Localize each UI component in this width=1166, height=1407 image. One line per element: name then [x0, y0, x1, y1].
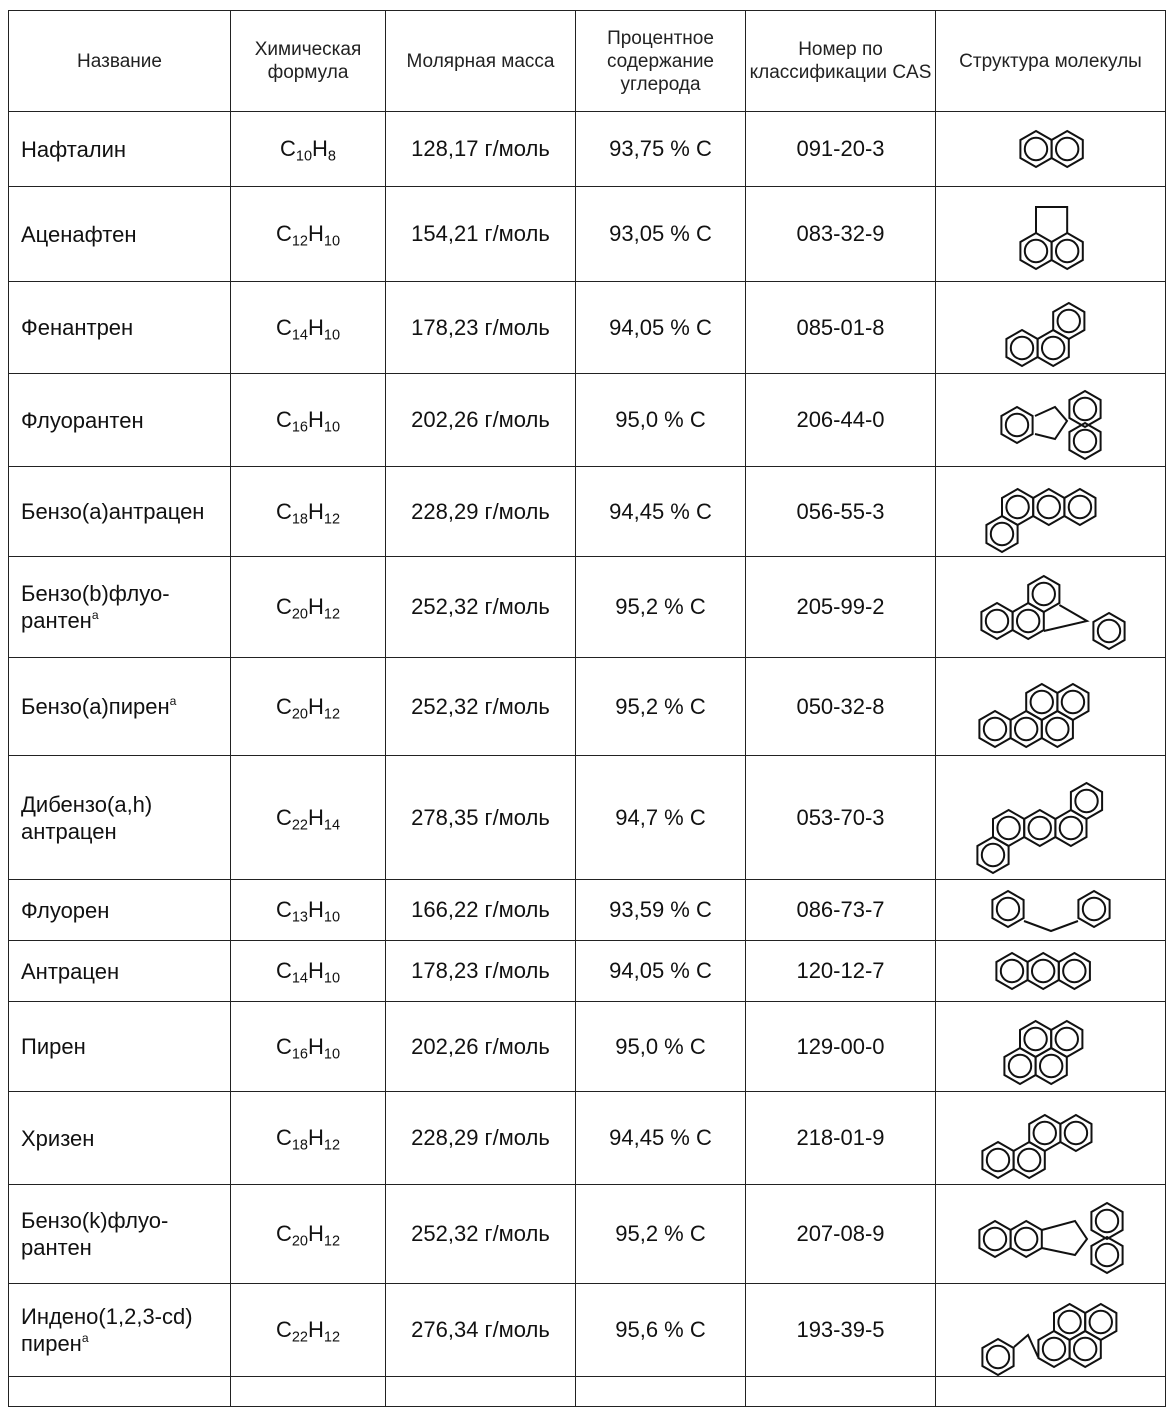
structure-diagram	[936, 282, 1165, 373]
compound-name-cell	[9, 1284, 231, 1377]
compound-name-cell	[9, 1092, 231, 1185]
dibenz-ah-anthracene-structure-icon	[971, 759, 1131, 877]
carbon-content: 95,6 % C	[576, 1284, 746, 1377]
table-row	[9, 187, 1166, 282]
molar-mass: 128,17 г/моль	[386, 112, 576, 187]
empty-cell	[746, 1377, 936, 1407]
compound-name-cell	[9, 941, 231, 1002]
carbon-content: 94,05 % C	[576, 282, 746, 374]
structure-cell	[936, 880, 1166, 941]
chemical-formula: $C_{16}H_{10}$	[231, 1002, 386, 1092]
footnote-marker: a	[169, 693, 177, 708]
chemical-formula: $C_{20}H_{12}$	[231, 557, 386, 658]
table-row	[9, 1092, 1166, 1185]
carbon-content: 94,7 % C	[576, 756, 746, 880]
table-row	[9, 880, 1166, 941]
structure-diagram	[936, 467, 1165, 556]
molar-mass: 278,35 г/моль	[386, 756, 576, 880]
carbon-content: 95,0 % C	[576, 374, 746, 467]
benzo-b-fluoranthene-structure-icon	[971, 561, 1131, 653]
molar-mass: 178,23 г/моль	[386, 282, 576, 374]
acenaphthene-structure-icon	[1006, 193, 1096, 275]
empty-cell	[936, 1377, 1166, 1407]
fluorene-structure-icon	[982, 881, 1120, 939]
footnote-marker: a	[81, 1330, 89, 1345]
molar-mass: 252,32 г/моль	[386, 1185, 576, 1284]
structure-diagram	[936, 1185, 1165, 1283]
header-cas-number: Номер по классификации CAS	[746, 11, 936, 112]
anthracene-structure-icon	[988, 943, 1114, 999]
benz-a-anthracene-structure-icon	[978, 470, 1124, 554]
structure-cell	[936, 557, 1166, 658]
carbon-content: 93,05 % C	[576, 187, 746, 282]
structure-diagram	[936, 658, 1165, 755]
compound-name-cell	[9, 374, 231, 467]
structure-cell	[936, 1002, 1166, 1092]
chemical-formula: $C_{16}H_{10}$	[231, 374, 386, 467]
table-row	[9, 658, 1166, 756]
compound-name: Дибензо(a,h) антрацен	[21, 791, 153, 844]
chemical-formula: $C_{12}H_{10}$	[231, 187, 386, 282]
molar-mass: 252,32 г/моль	[386, 658, 576, 756]
structure-cell	[936, 282, 1166, 374]
benzo-a-pyrene-structure-icon	[971, 663, 1131, 751]
chemical-formula: $C_{18}H_{12}$	[231, 1092, 386, 1185]
table-row	[9, 1284, 1166, 1377]
benzo-k-fluoranthene-structure-icon	[971, 1189, 1131, 1279]
cas-number: 053-70-3	[746, 756, 936, 880]
table-row	[9, 282, 1166, 374]
structure-cell	[936, 1185, 1166, 1284]
structure-diagram	[936, 557, 1165, 657]
carbon-content: 95,2 % C	[576, 557, 746, 658]
compound-name: Бензо(а)антрацен	[21, 499, 205, 524]
compound-name-cell	[9, 282, 231, 374]
header-formula: Химическая формула	[231, 11, 386, 112]
chemical-formula: $C_{22}H_{12}$	[231, 1284, 386, 1377]
table-row	[9, 941, 1166, 1002]
structure-cell	[936, 187, 1166, 282]
table-row	[9, 374, 1166, 467]
molar-mass: 228,29 г/моль	[386, 1092, 576, 1185]
table-row	[9, 112, 1166, 187]
compound-name: Фенантрен	[21, 315, 134, 340]
structure-diagram	[936, 374, 1165, 466]
header-structure: Структура молекулы	[936, 11, 1166, 112]
compound-name: Хризен	[21, 1125, 95, 1151]
cas-number: 050-32-8	[746, 658, 936, 756]
structure-diagram	[936, 1092, 1165, 1184]
structure-cell	[936, 1092, 1166, 1185]
structure-cell	[936, 658, 1166, 756]
table-header-row	[9, 11, 1166, 112]
compound-name-cell	[9, 1002, 231, 1092]
phenanthrene-structure-icon	[996, 286, 1106, 370]
molar-mass: 154,21 г/моль	[386, 187, 576, 282]
compound-name-cell	[9, 658, 231, 756]
header-carbon-content: Процентное содержание углерода	[576, 11, 746, 112]
carbon-content: 95,2 % C	[576, 1185, 746, 1284]
compound-name: Аценафтен	[21, 221, 137, 247]
empty-cell	[231, 1377, 386, 1407]
cas-number: 120-12-7	[746, 941, 936, 1002]
structure-diagram	[936, 187, 1165, 281]
structure-diagram	[936, 112, 1165, 186]
chemical-formula: $C_{22}H_{14}$	[231, 756, 386, 880]
structure-cell	[936, 1284, 1166, 1377]
chrysene-structure-icon	[976, 1096, 1126, 1180]
compound-name-cell	[9, 112, 231, 187]
table-row	[9, 467, 1166, 557]
compound-name-cell	[9, 467, 231, 557]
molar-mass: 166,22 г/моль	[386, 880, 576, 941]
table-row	[9, 557, 1166, 658]
molar-mass: 228,29 г/моль	[386, 467, 576, 557]
compound-name: Флуорен	[21, 897, 110, 923]
compound-name: Бензо(k)флуо-рантен	[21, 1208, 169, 1260]
structure-cell	[936, 374, 1166, 467]
compound-name: Флуорантен	[21, 407, 144, 433]
pah-properties-table	[8, 10, 1166, 1407]
compound-name-cell	[9, 880, 231, 941]
structure-diagram	[936, 1002, 1165, 1091]
table-row-partial	[9, 1377, 1166, 1407]
chemical-formula: $C_{13}H_{10}$	[231, 880, 386, 941]
carbon-content: 93,59 % C	[576, 880, 746, 941]
indeno-pyrene-structure-icon	[976, 1285, 1126, 1375]
cas-number: 193-39-5	[746, 1284, 936, 1377]
empty-cell	[386, 1377, 576, 1407]
cas-number: 205-99-2	[746, 557, 936, 658]
structure-diagram	[936, 1284, 1165, 1376]
molar-mass: 202,26 г/моль	[386, 374, 576, 467]
molar-mass: 178,23 г/моль	[386, 941, 576, 1002]
structure-cell	[936, 756, 1166, 880]
compound-name: Пирен	[21, 1034, 86, 1059]
table-row	[9, 1185, 1166, 1284]
compound-name-cell	[9, 187, 231, 282]
chemical-formula: $C_{20}H_{12}$	[231, 1185, 386, 1284]
carbon-content: 93,75 % C	[576, 112, 746, 187]
empty-cell	[9, 1377, 231, 1407]
compound-name-cell	[9, 756, 231, 880]
compound-name: Антрацен	[21, 958, 120, 984]
cas-number: 218-01-9	[746, 1092, 936, 1185]
carbon-content: 94,05 % C	[576, 941, 746, 1002]
chemical-formula: $C_{10}H_8$	[231, 112, 386, 187]
cas-number: 086-73-7	[746, 880, 936, 941]
molar-mass: 252,32 г/моль	[386, 557, 576, 658]
molar-mass: 276,34 г/моль	[386, 1284, 576, 1377]
compound-name: Нафталин	[21, 136, 127, 162]
compound-name-cell	[9, 557, 231, 658]
structure-cell	[936, 112, 1166, 187]
fluoranthene-structure-icon	[991, 377, 1111, 463]
compound-name-cell	[9, 1185, 231, 1284]
naphthalene-structure-icon	[996, 121, 1106, 177]
table-row	[9, 1002, 1166, 1092]
cas-number: 083-32-9	[746, 187, 936, 282]
header-molar-mass: Молярная масса	[386, 11, 576, 112]
compound-name: Бензо(b)флуо-рантен	[21, 581, 170, 633]
cas-number: 091-20-3	[746, 112, 936, 187]
compound-name: Индено(1,2,3-cd) пирен	[21, 1304, 193, 1356]
pyrene-structure-icon	[996, 1006, 1106, 1088]
footnote-marker: a	[91, 607, 99, 622]
cas-number: 206-44-0	[746, 374, 936, 467]
header-name: Название	[9, 11, 231, 112]
carbon-content: 94,45 % C	[576, 1092, 746, 1185]
cas-number: 129-00-0	[746, 1002, 936, 1092]
structure-diagram	[936, 941, 1165, 1001]
table-row	[9, 756, 1166, 880]
cas-number: 085-01-8	[746, 282, 936, 374]
chemical-formula: $C_{18}H_{12}$	[231, 467, 386, 557]
molar-mass: 202,26 г/моль	[386, 1002, 576, 1092]
structure-diagram	[936, 756, 1165, 879]
carbon-content: 95,0 % C	[576, 1002, 746, 1092]
compound-name: Бензо(а)пирен	[21, 694, 170, 719]
carbon-content: 94,45 % C	[576, 467, 746, 557]
cas-number: 056-55-3	[746, 467, 936, 557]
chemical-formula: $C_{14}H_{10}$	[231, 941, 386, 1002]
cas-number: 207-08-9	[746, 1185, 936, 1284]
carbon-content: 95,2 % C	[576, 658, 746, 756]
chemical-formula: $C_{14}H_{10}$	[231, 282, 386, 374]
structure-diagram	[936, 880, 1165, 940]
chemical-formula: $C_{20}H_{12}$	[231, 658, 386, 756]
structure-cell	[936, 941, 1166, 1002]
empty-cell	[576, 1377, 746, 1407]
structure-cell	[936, 467, 1166, 557]
